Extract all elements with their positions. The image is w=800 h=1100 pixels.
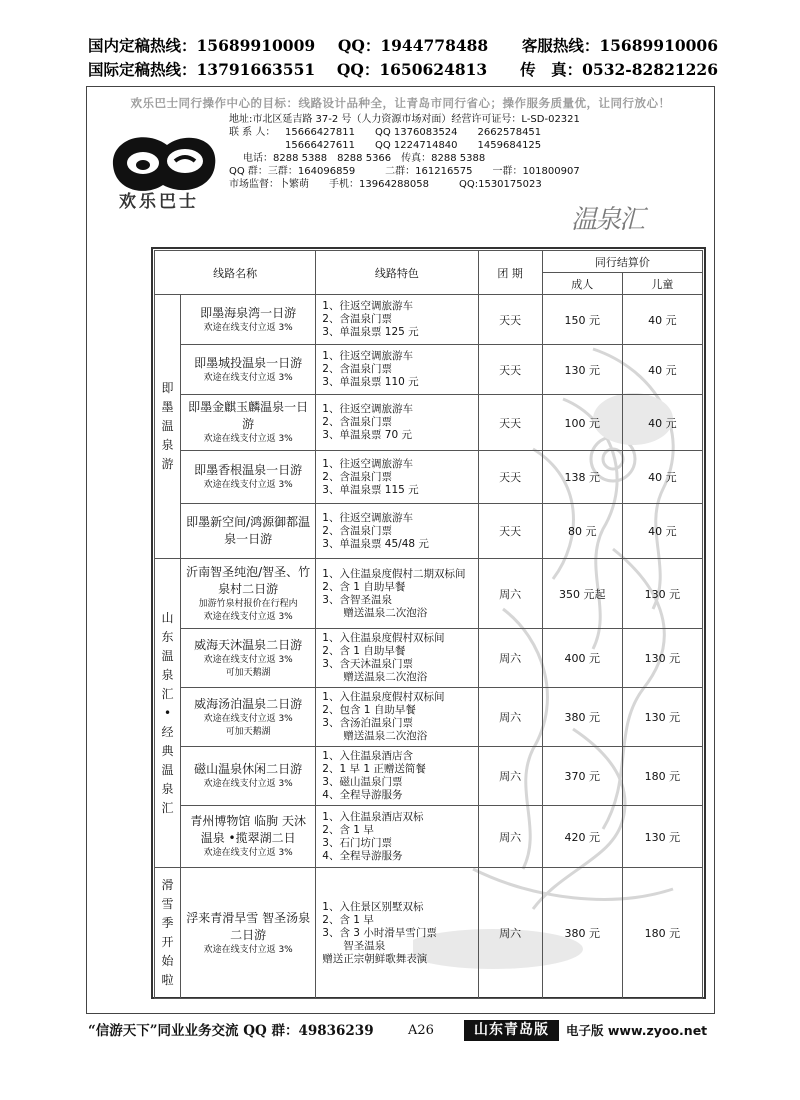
adult-price-cell: 380 元 xyxy=(542,868,622,999)
route-name-cell: 即墨海泉湾一日游 欢途在线支付立返 3% xyxy=(181,295,316,345)
child-price-cell: 40 元 xyxy=(622,451,702,504)
adult-price-cell: 400 元 xyxy=(542,629,622,688)
service-hotline: 客服热线：15689910006 xyxy=(521,36,718,55)
child-price-cell: 130 元 xyxy=(622,559,702,629)
supervisor-line: 市场监督：卜繁萌 手机：13964288058 QQ:1530175023 xyxy=(229,179,542,190)
route-feature-cell: 1、入住景区别墅双标 2、含 1 早 3、含 3 小时滑旱雪门票 智圣温泉 赠送正宗朝鲜歌舞表演 xyxy=(316,868,478,999)
route-name-cell: 即墨城投温泉一日游 欢途在线支付立返 3% xyxy=(181,345,316,395)
hotline-row-international xyxy=(88,58,718,82)
fax-number: 传 真：0532-82821226 xyxy=(520,60,718,79)
edition-badge: 山东青岛版 xyxy=(464,1020,559,1041)
company-info xyxy=(229,113,699,191)
table-row xyxy=(155,395,703,451)
child-price-cell: 40 元 xyxy=(622,395,702,451)
route-name-cell: 磁山温泉休闲二日游 欢途在线支付立返 3% xyxy=(181,747,316,806)
departure-cell: 周六 xyxy=(478,559,542,629)
child-price-cell: 130 元 xyxy=(622,688,702,747)
departure-cell: 天天 xyxy=(478,345,542,395)
contact-label: 联 系 人： xyxy=(229,127,276,138)
route-feature-cell: 1、入住温泉度假村双标间 2、包含 1 自助早餐 3、含汤泊温泉门票 赠送温泉二次泡浴 xyxy=(316,688,478,747)
child-price-cell: 40 元 xyxy=(622,295,702,345)
route-name-cell: 威海汤泊温泉二日游 欢途在线支付立返 3% 可加天鹅湖 xyxy=(181,688,316,747)
footer-qq-group: “信游天下”同业业务交流 QQ 群：49836239 xyxy=(88,1023,374,1039)
hotline-block xyxy=(88,34,718,82)
page-frame xyxy=(86,86,715,1014)
qq-group-line: QQ 群：三群：164096859 二群：161216575 一群：101800907 xyxy=(229,166,580,177)
international-qq: QQ：1650624813 xyxy=(336,60,488,79)
route-name-cell: 即墨新空间/鸿源御都温泉一日游 xyxy=(181,504,316,559)
table-row xyxy=(155,747,703,806)
table-row xyxy=(155,868,703,999)
route-feature-cell: 1、入住温泉度假村二期双标间 2、含 1 自助早餐 3、含智圣温泉 赠送温泉二次泡浴 xyxy=(316,559,478,629)
header-route-name: 线路名称 xyxy=(155,251,316,295)
route-feature-cell: 1、往返空调旅游车 2、含温泉门票 3、单温泉票 45/48 元 xyxy=(316,504,478,559)
departure-cell: 天天 xyxy=(478,395,542,451)
child-price-cell: 130 元 xyxy=(622,629,702,688)
adult-price-cell: 420 元 xyxy=(542,806,622,868)
adult-price-cell: 380 元 xyxy=(542,688,622,747)
domestic-qq: QQ：1944778488 xyxy=(337,36,489,55)
mission-statement: 欢乐巴士同行操作中心的目标：线路设计品种全，让青岛市同行省心；操作服务质量优，让同行放心！ xyxy=(130,96,671,110)
table-row xyxy=(155,451,703,504)
phone-line: 电话：8288 5388 8288 5366 传真：8288 5388 xyxy=(243,153,486,164)
hotline-row-domestic xyxy=(88,34,718,58)
table-row xyxy=(155,629,703,688)
domestic-hotline: 国内定稿热线：15689910009 xyxy=(88,36,316,55)
adult-price-cell: 130 元 xyxy=(542,345,622,395)
departure-cell: 周六 xyxy=(478,806,542,868)
departure-cell: 周六 xyxy=(478,868,542,999)
header-departure: 团 期 xyxy=(478,251,542,295)
header-settlement-price: 同行结算价 xyxy=(542,251,702,273)
table-row xyxy=(155,504,703,559)
route-feature-cell: 1、入住温泉度假村双标间 2、含 1 自助早餐 3、含天沐温泉门票 赠送温泉二次泡浴 xyxy=(316,629,478,688)
child-price-cell: 40 元 xyxy=(622,504,702,559)
group-label-ski: 滑雪季开始啦 xyxy=(155,868,181,999)
adult-price-cell: 350 元起 xyxy=(542,559,622,629)
table-row xyxy=(155,345,703,395)
departure-cell: 天天 xyxy=(478,504,542,559)
table-row xyxy=(155,806,703,868)
route-feature-cell: 1、往返空调旅游车 2、含温泉门票 3、单温泉票 70 元 xyxy=(316,395,478,451)
child-price-cell: 40 元 xyxy=(622,345,702,395)
adult-price-cell: 370 元 xyxy=(542,747,622,806)
route-price-table xyxy=(154,250,703,999)
route-feature-cell: 1、往返空调旅游车 2、含温泉门票 3、单温泉票 125 元 xyxy=(316,295,478,345)
group-label-shandong: 山东温泉汇•经典温泉汇 xyxy=(155,559,181,868)
child-price-cell: 130 元 xyxy=(622,806,702,868)
adult-price-cell: 100 元 xyxy=(542,395,622,451)
group-label-jimo: 即墨温泉游 xyxy=(155,295,181,559)
child-price-cell: 180 元 xyxy=(622,747,702,806)
route-name-cell: 即墨香根温泉一日游 欢途在线支付立返 3% xyxy=(181,451,316,504)
page-footer xyxy=(88,1020,718,1042)
table-row xyxy=(155,688,703,747)
adult-price-cell: 138 元 xyxy=(542,451,622,504)
adult-price-cell: 80 元 xyxy=(542,504,622,559)
departure-cell: 周六 xyxy=(478,688,542,747)
table-row xyxy=(155,295,703,345)
route-feature-cell: 1、往返空调旅游车 2、含温泉门票 3、单温泉票 110 元 xyxy=(316,345,478,395)
table-row xyxy=(155,559,703,629)
route-feature-cell: 1、入住温泉酒店双标 2、含 1 早 3、石门坊门票 4、全程导游服务 xyxy=(316,806,478,868)
website-link[interactable]: 电子版 www.zyoo.net xyxy=(566,1023,708,1038)
departure-cell: 天天 xyxy=(478,295,542,345)
header-adult: 成人 xyxy=(542,273,622,295)
route-name-cell: 青州博物馆 临朐 天沐温泉 •揽翠湖二日 欢途在线支付立返 3% xyxy=(181,806,316,868)
address-line: 地址:市北区延吉路 37-2 号（人力资源市场对面）经营许可证号：L-SD-02321 xyxy=(229,114,580,125)
route-name-cell: 威海天沐温泉二日游 欢途在线支付立返 3% 可加天鹅湖 xyxy=(181,629,316,688)
international-hotline: 国际定稿热线：13791663551 xyxy=(88,60,316,79)
logo-text: 欢乐巴士 xyxy=(119,192,199,212)
header-child: 儿童 xyxy=(622,273,702,295)
route-name-cell: 浮来青滑旱雪 智圣汤泉二日游 欢途在线支付立返 3% xyxy=(181,868,316,999)
route-table-box xyxy=(151,247,706,999)
route-feature-cell: 1、往返空调旅游车 2、含温泉门票 3、单温泉票 115 元 xyxy=(316,451,478,504)
page-number: A26 xyxy=(408,1023,434,1038)
departure-cell: 周六 xyxy=(478,747,542,806)
contact-line-2: 15666427611 QQ 1224714840 1459684125 xyxy=(285,140,542,151)
route-name-cell: 即墨金麒玉麟温泉一日游 欢途在线支付立返 3% xyxy=(181,395,316,451)
header-route-feature: 线路特色 xyxy=(316,251,478,295)
departure-cell: 周六 xyxy=(478,629,542,688)
route-name-cell: 沂南智圣纯泡/智圣、竹泉村二日游 加游竹泉村报价在行程内 欢途在线支付立返 3% xyxy=(181,559,316,629)
route-feature-cell: 1、入住温泉酒店含 2、1 早 1 正赠送简餐 3、磁山温泉门票 4、全程导游服务 xyxy=(316,747,478,806)
child-price-cell: 180 元 xyxy=(622,868,702,999)
departure-cell: 天天 xyxy=(478,451,542,504)
adult-price-cell: 150 元 xyxy=(542,295,622,345)
contact-line-1: 联 系 人： 15666427811 QQ 1376083524 2662578451 xyxy=(229,127,542,138)
hot-spring-brand-mark: 温泉汇 xyxy=(571,205,644,235)
